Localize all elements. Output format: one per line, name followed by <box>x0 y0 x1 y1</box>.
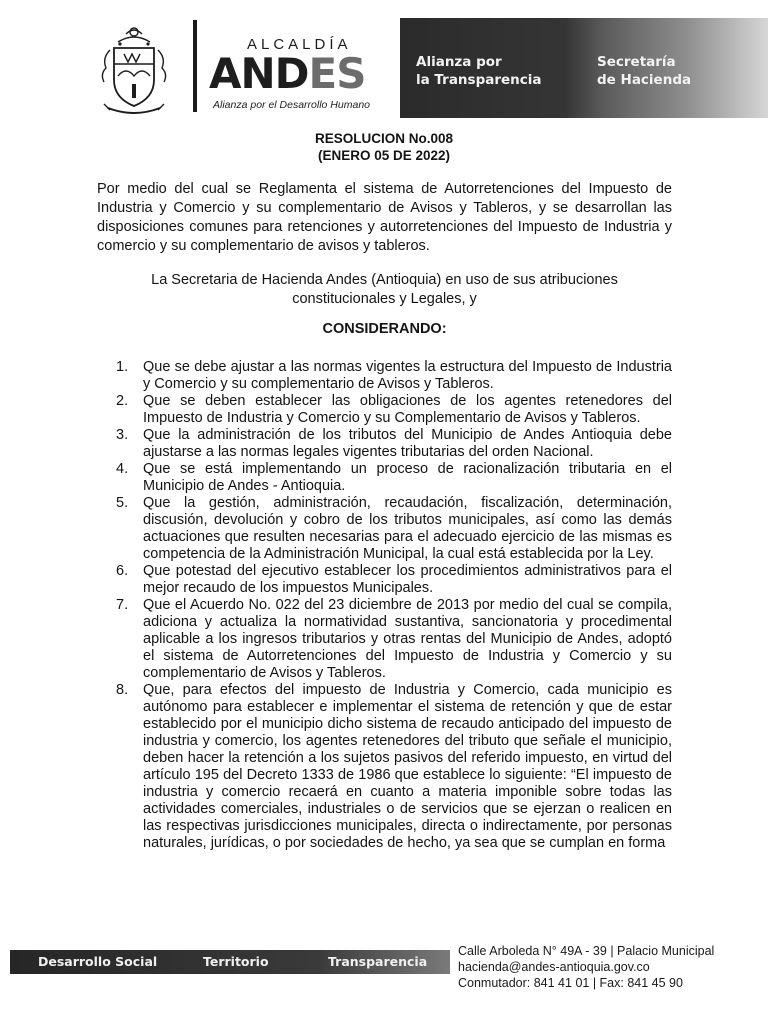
logo-andes-accent: ES <box>308 49 366 98</box>
list-item <box>116 461 672 495</box>
list-item-number: 1. <box>116 359 129 375</box>
resolution-number: RESOLUCION No.008 <box>314 131 454 146</box>
andes-logo <box>207 30 392 114</box>
authority-line-1: La Secretaria de Hacienda Andes (Antioquia) en uso de sus atribuciones <box>151 272 618 288</box>
list-item <box>116 359 672 393</box>
logo-andes-wordmark <box>209 50 365 98</box>
considerando-heading: CONSIDERANDO: <box>322 321 447 337</box>
list-item <box>116 682 672 852</box>
band-secretaria-line1: Secretaría <box>597 54 676 70</box>
band-secretaria <box>597 53 691 89</box>
band-transparencia <box>416 53 542 89</box>
list-item <box>116 563 672 597</box>
header-band <box>400 18 768 118</box>
footer-email: hacienda@andes-antioquia.gov.co <box>458 960 650 974</box>
list-item-text: Que potestad del ejecutivo establecer los procedimientos administrativos para el mejor recaudo de los impuestos Municipales. <box>143 563 672 596</box>
footer-phone: Conmutador: 841 41 01 | Fax: 841 45 90 <box>458 976 683 990</box>
band-transparencia-line1: Alianza por <box>416 54 502 70</box>
footer-address: Calle Arboleda N° 49A - 39 | Palacio Municipal <box>458 944 715 958</box>
list-item <box>116 597 672 682</box>
intro-paragraph: Por medio del cual se Reglamenta el sistema de Autorretenciones del Impuesto de Industria y Comercio y su complementario de Avisos y Tableros, y se desarrollan las disposiciones comunes para retenciones y autorretenciones del Impuesto de Industria y comercio y su complementario de avisos y tableros. <box>97 181 672 254</box>
list-item-text: Que la administración de los tributos del Municipio de Andes Antioquia debe ajustarse a las normas legales vigentes tributarias del orden Nacional. <box>143 427 672 460</box>
authority-paragraph <box>97 271 672 309</box>
footer-contact <box>458 943 763 991</box>
resolution-date: (ENERO 05 DE 2022) <box>317 148 451 163</box>
list-item-number: 8. <box>116 682 129 698</box>
band-secretaria-line2: de Hacienda <box>597 72 692 88</box>
list-item-number: 7. <box>116 597 129 613</box>
list-item-text: Que, para efectos del impuesto de Industria y Comercio, cada municipio es autónomo para establecer e implementar el sistema de retención y que de estar establecido por el municipio dicho sistema de recaudo anticipado del impuesto de industria y comercio, los agentes retenedores del tributo que señale el municipio, deben hacer la retención a los sujetos pasivos del referido impuesto, en virtud del artículo 195 del Decreto 1333 de 1986 que establece lo siguiente: “El impuesto de industria y comercio recaerá en cuanto a materia imponible sobre todas las actividades comerciales, industriales o de servicios que se ejerzan o realicen en las respectivas jurisdicciones municipales, directa o indirectamente, por personas naturales, jurídicas, o por sociedades de hecho, ya sea que se cumplan en forma <box>143 682 672 851</box>
logo-slogan: Alianza por el Desarrollo Humano <box>213 99 370 111</box>
footer-territorio: Territorio <box>203 954 269 969</box>
list-item-number: 4. <box>116 461 129 477</box>
list-item <box>116 427 672 461</box>
band-transparencia-line2: la Transparencia <box>416 72 542 88</box>
list-item-text: Que se debe ajustar a las normas vigentes la estructura del Impuesto de Industria y Comercio y su complementario de Avisos y Tableros. <box>143 359 672 392</box>
list-item-number: 6. <box>116 563 129 579</box>
list-item-text: Que el Acuerdo No. 022 del 23 diciembre de 2013 por medio del cual se compila, adiciona y actualiza la normatividad sustantiva, sancionatoria y procedimental aplicable a los ingresos tributarios y otras rentas del Municipio de Andes, adoptó el sistema de Autorretenciones del Impuesto de Industria y Comercio y su complementario de Avisos y Tableros. <box>143 597 672 681</box>
footer-transparencia: Transparencia <box>328 954 428 969</box>
list-item-text: Que se está implementando un proceso de racionalización tributaria en el Municipio de Andes - Antioquia. <box>143 461 672 494</box>
list-item-text: Que la gestión, administración, recaudación, fiscalización, determinación, discusión, devolución y cobro de los tributos municipales, así como las demás actuaciones que resulten necesarias para el adecuado ejercicio de las mismas es competencia de la Administración Municipal, la cual está establecida por la Ley. <box>143 495 672 562</box>
considerando-list <box>116 359 672 852</box>
list-item-number: 2. <box>116 393 129 409</box>
header-divider <box>193 20 197 112</box>
list-item <box>116 393 672 427</box>
footer-bar <box>10 950 450 974</box>
list-item-number: 3. <box>116 427 129 443</box>
list-item <box>116 495 672 563</box>
list-item-number: 5. <box>116 495 129 511</box>
logo-andes-main: AND <box>209 49 309 98</box>
logo-alcaldia-text: ALCALDÍA <box>247 36 352 53</box>
coat-of-arms-icon <box>96 24 172 120</box>
resolution-title <box>0 130 768 164</box>
list-item-text: Que se deben establecer las obligaciones de los agentes retenedores del Impuesto de Industria y Comercio y su Complementario de Avisos y Tableros. <box>143 393 672 426</box>
footer-desarrollo-social: Desarrollo Social <box>38 954 158 969</box>
authority-line-2: constitucionales y Legales, y <box>292 291 477 307</box>
